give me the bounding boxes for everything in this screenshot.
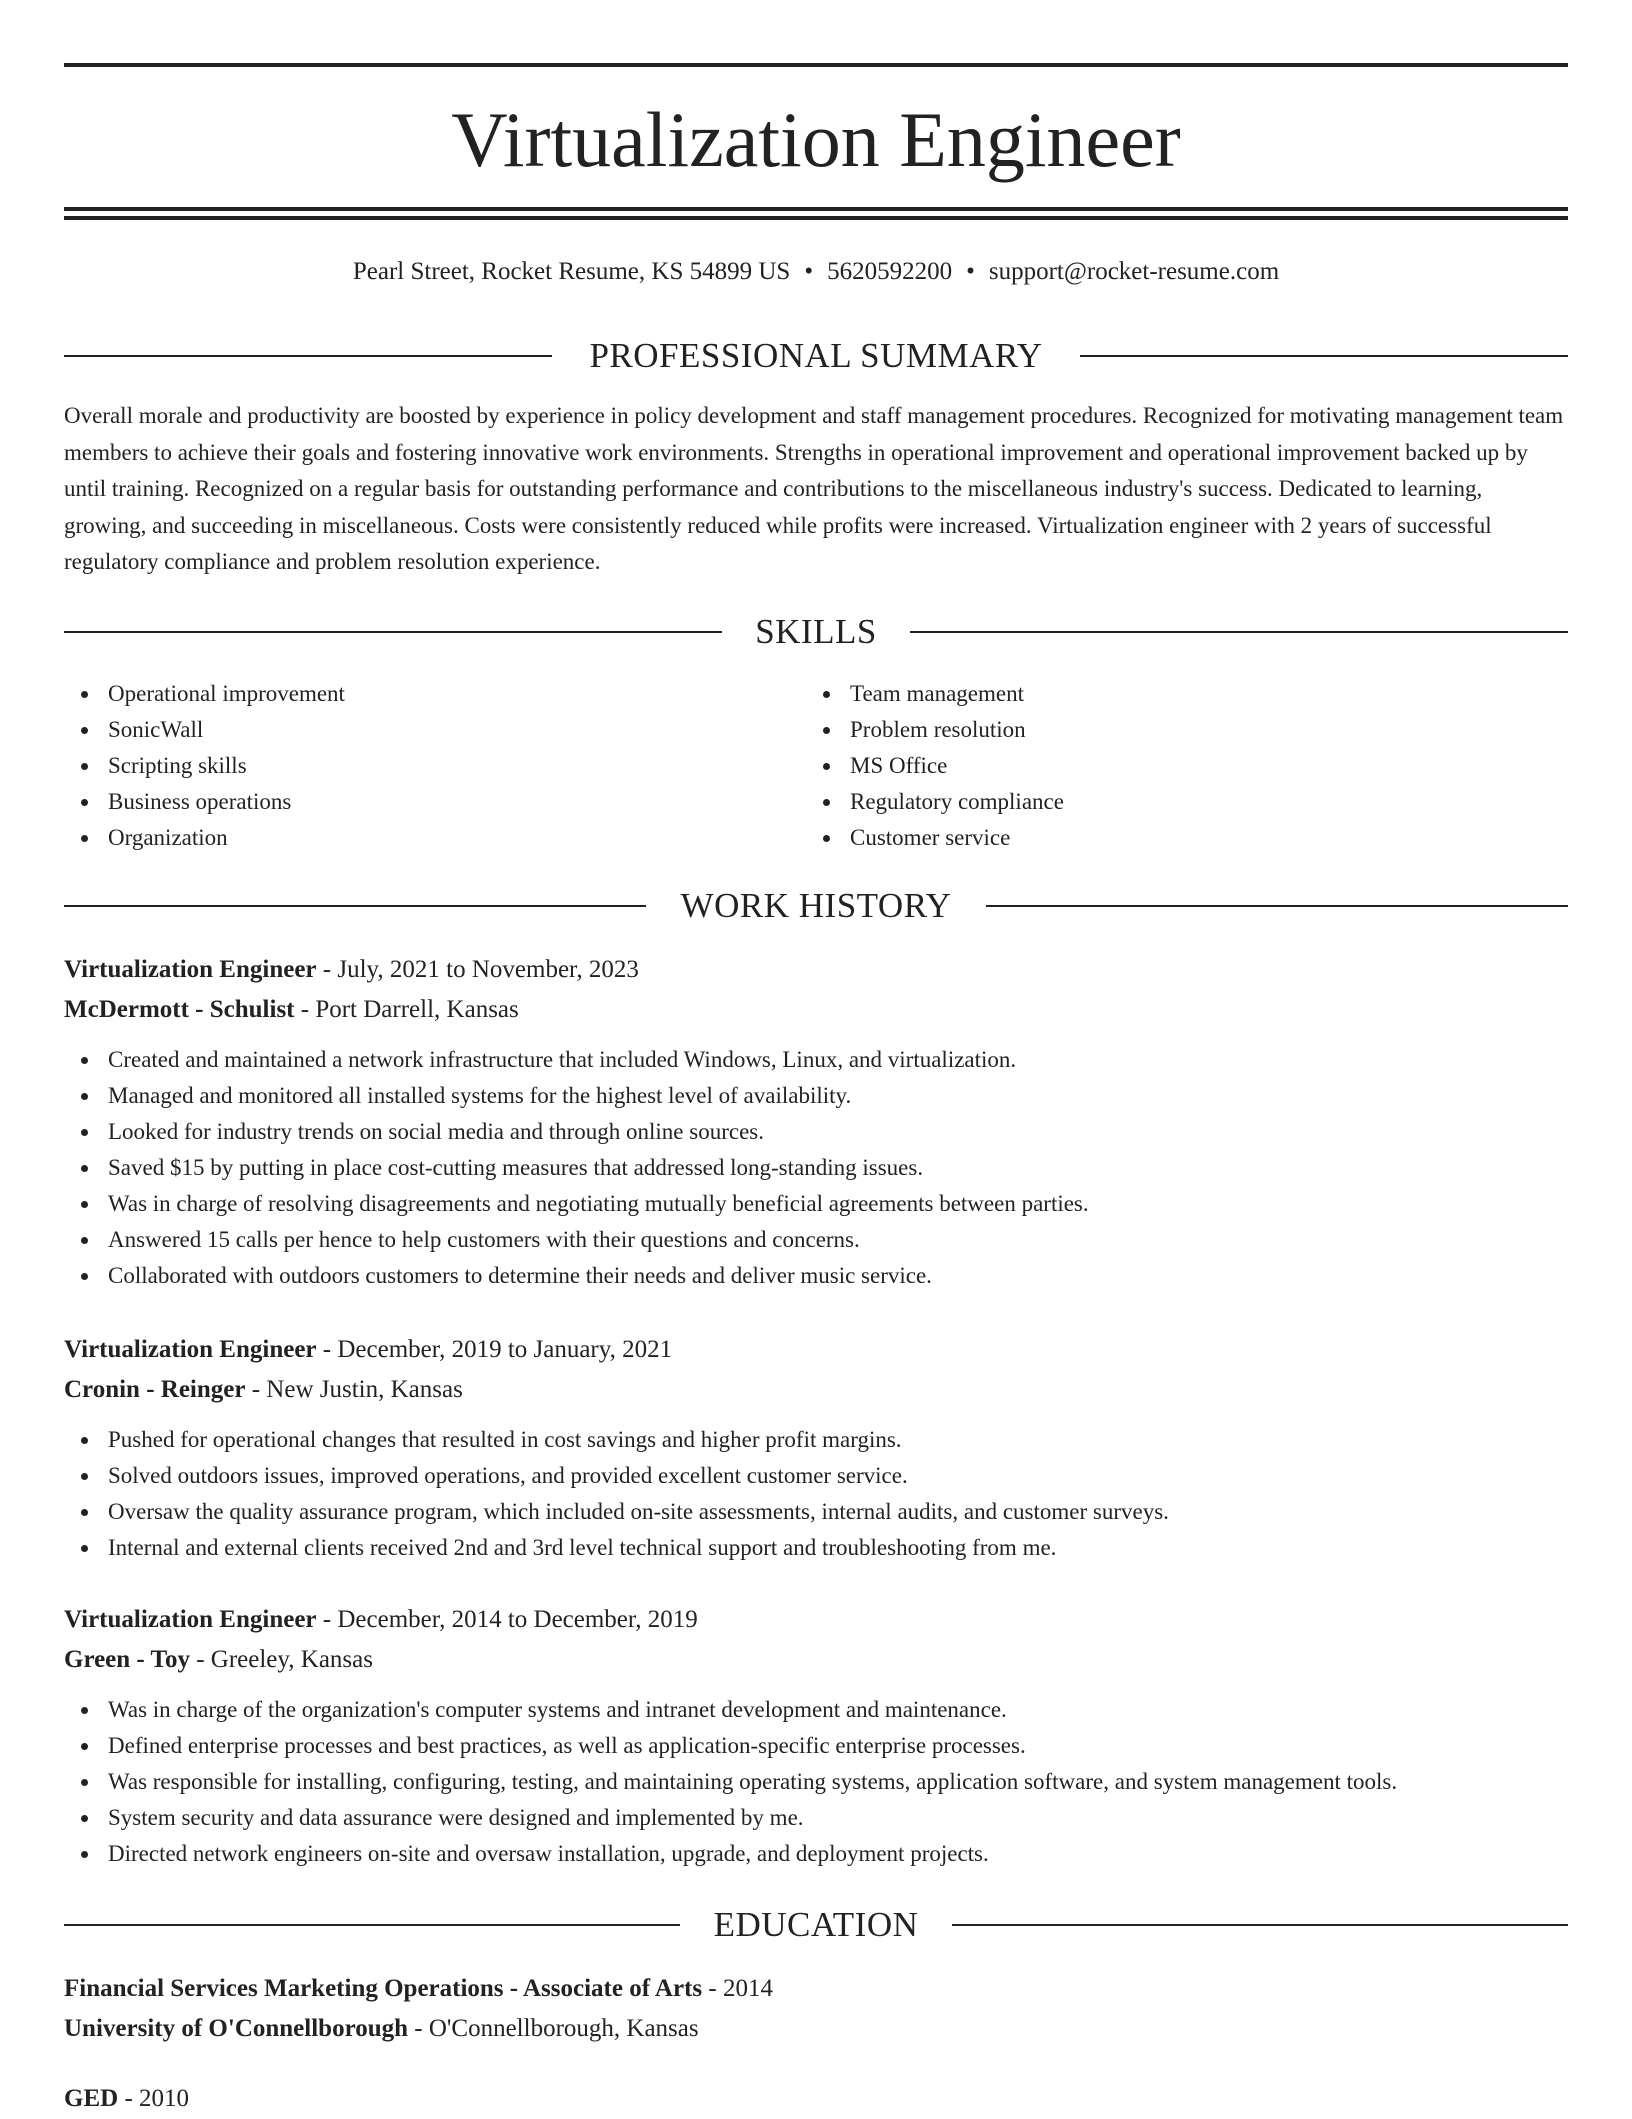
job-company-row (64, 1640, 1568, 1680)
education-degree: GED (64, 2085, 119, 2112)
skill-item: Team management (806, 676, 1546, 712)
education-degree-row (64, 2079, 1568, 2119)
header-double-rule-1 (64, 207, 1568, 211)
skill-item: Organization (64, 820, 804, 856)
section-title-work-history: WORK HISTORY (680, 886, 952, 925)
job-company-row (64, 990, 1568, 1030)
job-title: Virtualization Engineer (64, 1606, 317, 1633)
job-bullet: Was responsible for installing, configuring, testing, and maintaining operating systems, application software, and system management tools. (64, 1764, 1568, 1800)
job-bullet: Directed network engineers on-site and oversaw installation, upgrade, and deployment projects. (64, 1836, 1568, 1872)
education-school-row (64, 2009, 1568, 2049)
job-title: Virtualization Engineer (64, 1336, 317, 1363)
skill-item: SonicWall (64, 712, 804, 748)
contact-email[interactable]: support@rocket-resume.com (988, 258, 1280, 285)
job-title-row (64, 1330, 1568, 1370)
education-entry (64, 1969, 1568, 2049)
skill-item: MS Office (806, 748, 1546, 784)
education-year: - 2014 (702, 1975, 773, 2002)
job-company: McDermott - Schulist (64, 996, 295, 1023)
job-bullet: Pushed for operational changes that resulted in cost savings and higher profit margins. (64, 1422, 1568, 1458)
education-entry (64, 2079, 1568, 2119)
job-bullet: Oversaw the quality assurance program, which included on-site assessments, internal audits, and customer surveys. (64, 1494, 1568, 1530)
job-bullet-list (64, 1422, 1568, 1566)
job-bullet-list (64, 1692, 1568, 1872)
section-header-education (64, 1903, 1568, 1947)
job-bullet: Collaborated with outdoors customers to determine their needs and deliver music service. (64, 1258, 1568, 1294)
section-header-summary (64, 334, 1568, 378)
job-entry (64, 1330, 1568, 1566)
job-company-row (64, 1370, 1568, 1410)
job-title-row (64, 1600, 1568, 1640)
contact-separator: • (966, 258, 975, 285)
job-title: Virtualization Engineer (64, 956, 317, 983)
skill-item: Operational improvement (64, 676, 804, 712)
job-bullet-list (64, 1042, 1568, 1294)
contact-line (64, 252, 1568, 292)
section-title-summary: PROFESSIONAL SUMMARY (589, 336, 1043, 375)
contact-separator: • (804, 258, 814, 285)
contact-address: Pearl Street, Rocket Resume, KS 54899 US (352, 258, 791, 285)
header-double-rule-2 (64, 216, 1568, 220)
job-bullet: System security and data assurance were designed and implemented by me. (64, 1800, 1568, 1836)
job-entry (64, 950, 1568, 1294)
job-bullet: Created and maintained a network infrastructure that included Windows, Linux, and virtualization. (64, 1042, 1568, 1078)
job-bullet: Was in charge of resolving disagreements and negotiating mutually beneficial agreements between parties. (64, 1186, 1568, 1222)
job-bullet: Defined enterprise processes and best practices, as well as application-specific enterprise processes. (64, 1728, 1568, 1764)
education-degree-row (64, 1969, 1568, 2009)
job-dates: - December, 2014 to December, 2019 (316, 1606, 698, 1633)
skill-item: Customer service (806, 820, 1546, 856)
professional-summary-text: Overall morale and productivity are boosted by experience in policy development and staff management procedures. Recognized for motivating management team members to achieve their goals and fostering innovative work environments. Strengths in operational improvement and operational improvement backed up by until training. Recognized on a regular basis for outstanding performance and contributions to the miscellaneous industry's success. Dedicated to learning, growing, and succeeding in miscellaneous. Costs were consistently reduced while profits were increased. Virtualization engineer with 2 years of successful regulatory compliance and problem resolution experience. (64, 403, 1564, 574)
job-dates: - December, 2019 to January, 2021 (316, 1336, 673, 1363)
skill-item: Problem resolution (806, 712, 1546, 748)
header-top-rule (64, 63, 1568, 67)
job-bullet: Was in charge of the organization's computer systems and intranet development and maintenance. (64, 1692, 1568, 1728)
job-company: Cronin - Reinger (64, 1376, 246, 1403)
section-header-work-history (64, 884, 1568, 928)
job-company: Green - Toy (64, 1646, 190, 1673)
job-bullet: Saved $15 by putting in place cost-cutting measures that addressed long-standing issues. (64, 1150, 1568, 1186)
education-school: University of O'Connellborough (64, 2015, 409, 2042)
job-location: - Port Darrell, Kansas (294, 996, 519, 1023)
resume-title: Virtualization Engineer (451, 96, 1181, 183)
section-title-skills: SKILLS (755, 612, 877, 651)
contact-phone[interactable]: 5620592200 (827, 258, 953, 285)
skills-list-right (806, 676, 1546, 856)
job-bullet: Answered 15 calls per hence to help customers with their questions and concerns. (64, 1222, 1568, 1258)
job-entry (64, 1600, 1568, 1872)
education-degree: Financial Services Marketing Operations - Associate of Arts (64, 1975, 703, 2002)
education-location: - O'Connellborough, Kansas (408, 2015, 699, 2042)
skill-item: Business operations (64, 784, 804, 820)
job-bullet: Solved outdoors issues, improved operations, and provided excellent customer service. (64, 1458, 1568, 1494)
job-location: - Greeley, Kansas (189, 1646, 373, 1673)
job-dates: - July, 2021 to November, 2023 (316, 956, 639, 983)
job-location: - New Justin, Kansas (245, 1376, 463, 1403)
job-bullet: Looked for industry trends on social media and through online sources. (64, 1114, 1568, 1150)
skills-list-left (64, 676, 804, 856)
job-title-row (64, 950, 1568, 990)
section-title-education: EDUCATION (713, 1905, 919, 1944)
skill-item: Regulatory compliance (806, 784, 1546, 820)
job-bullet: Internal and external clients received 2nd and 3rd level technical support and troubleshooting from me. (64, 1530, 1568, 1566)
job-bullet: Managed and monitored all installed systems for the highest level of availability. (64, 1078, 1568, 1114)
skill-item: Scripting skills (64, 748, 804, 784)
education-year: - 2010 (118, 2085, 190, 2112)
section-header-skills (64, 610, 1568, 654)
